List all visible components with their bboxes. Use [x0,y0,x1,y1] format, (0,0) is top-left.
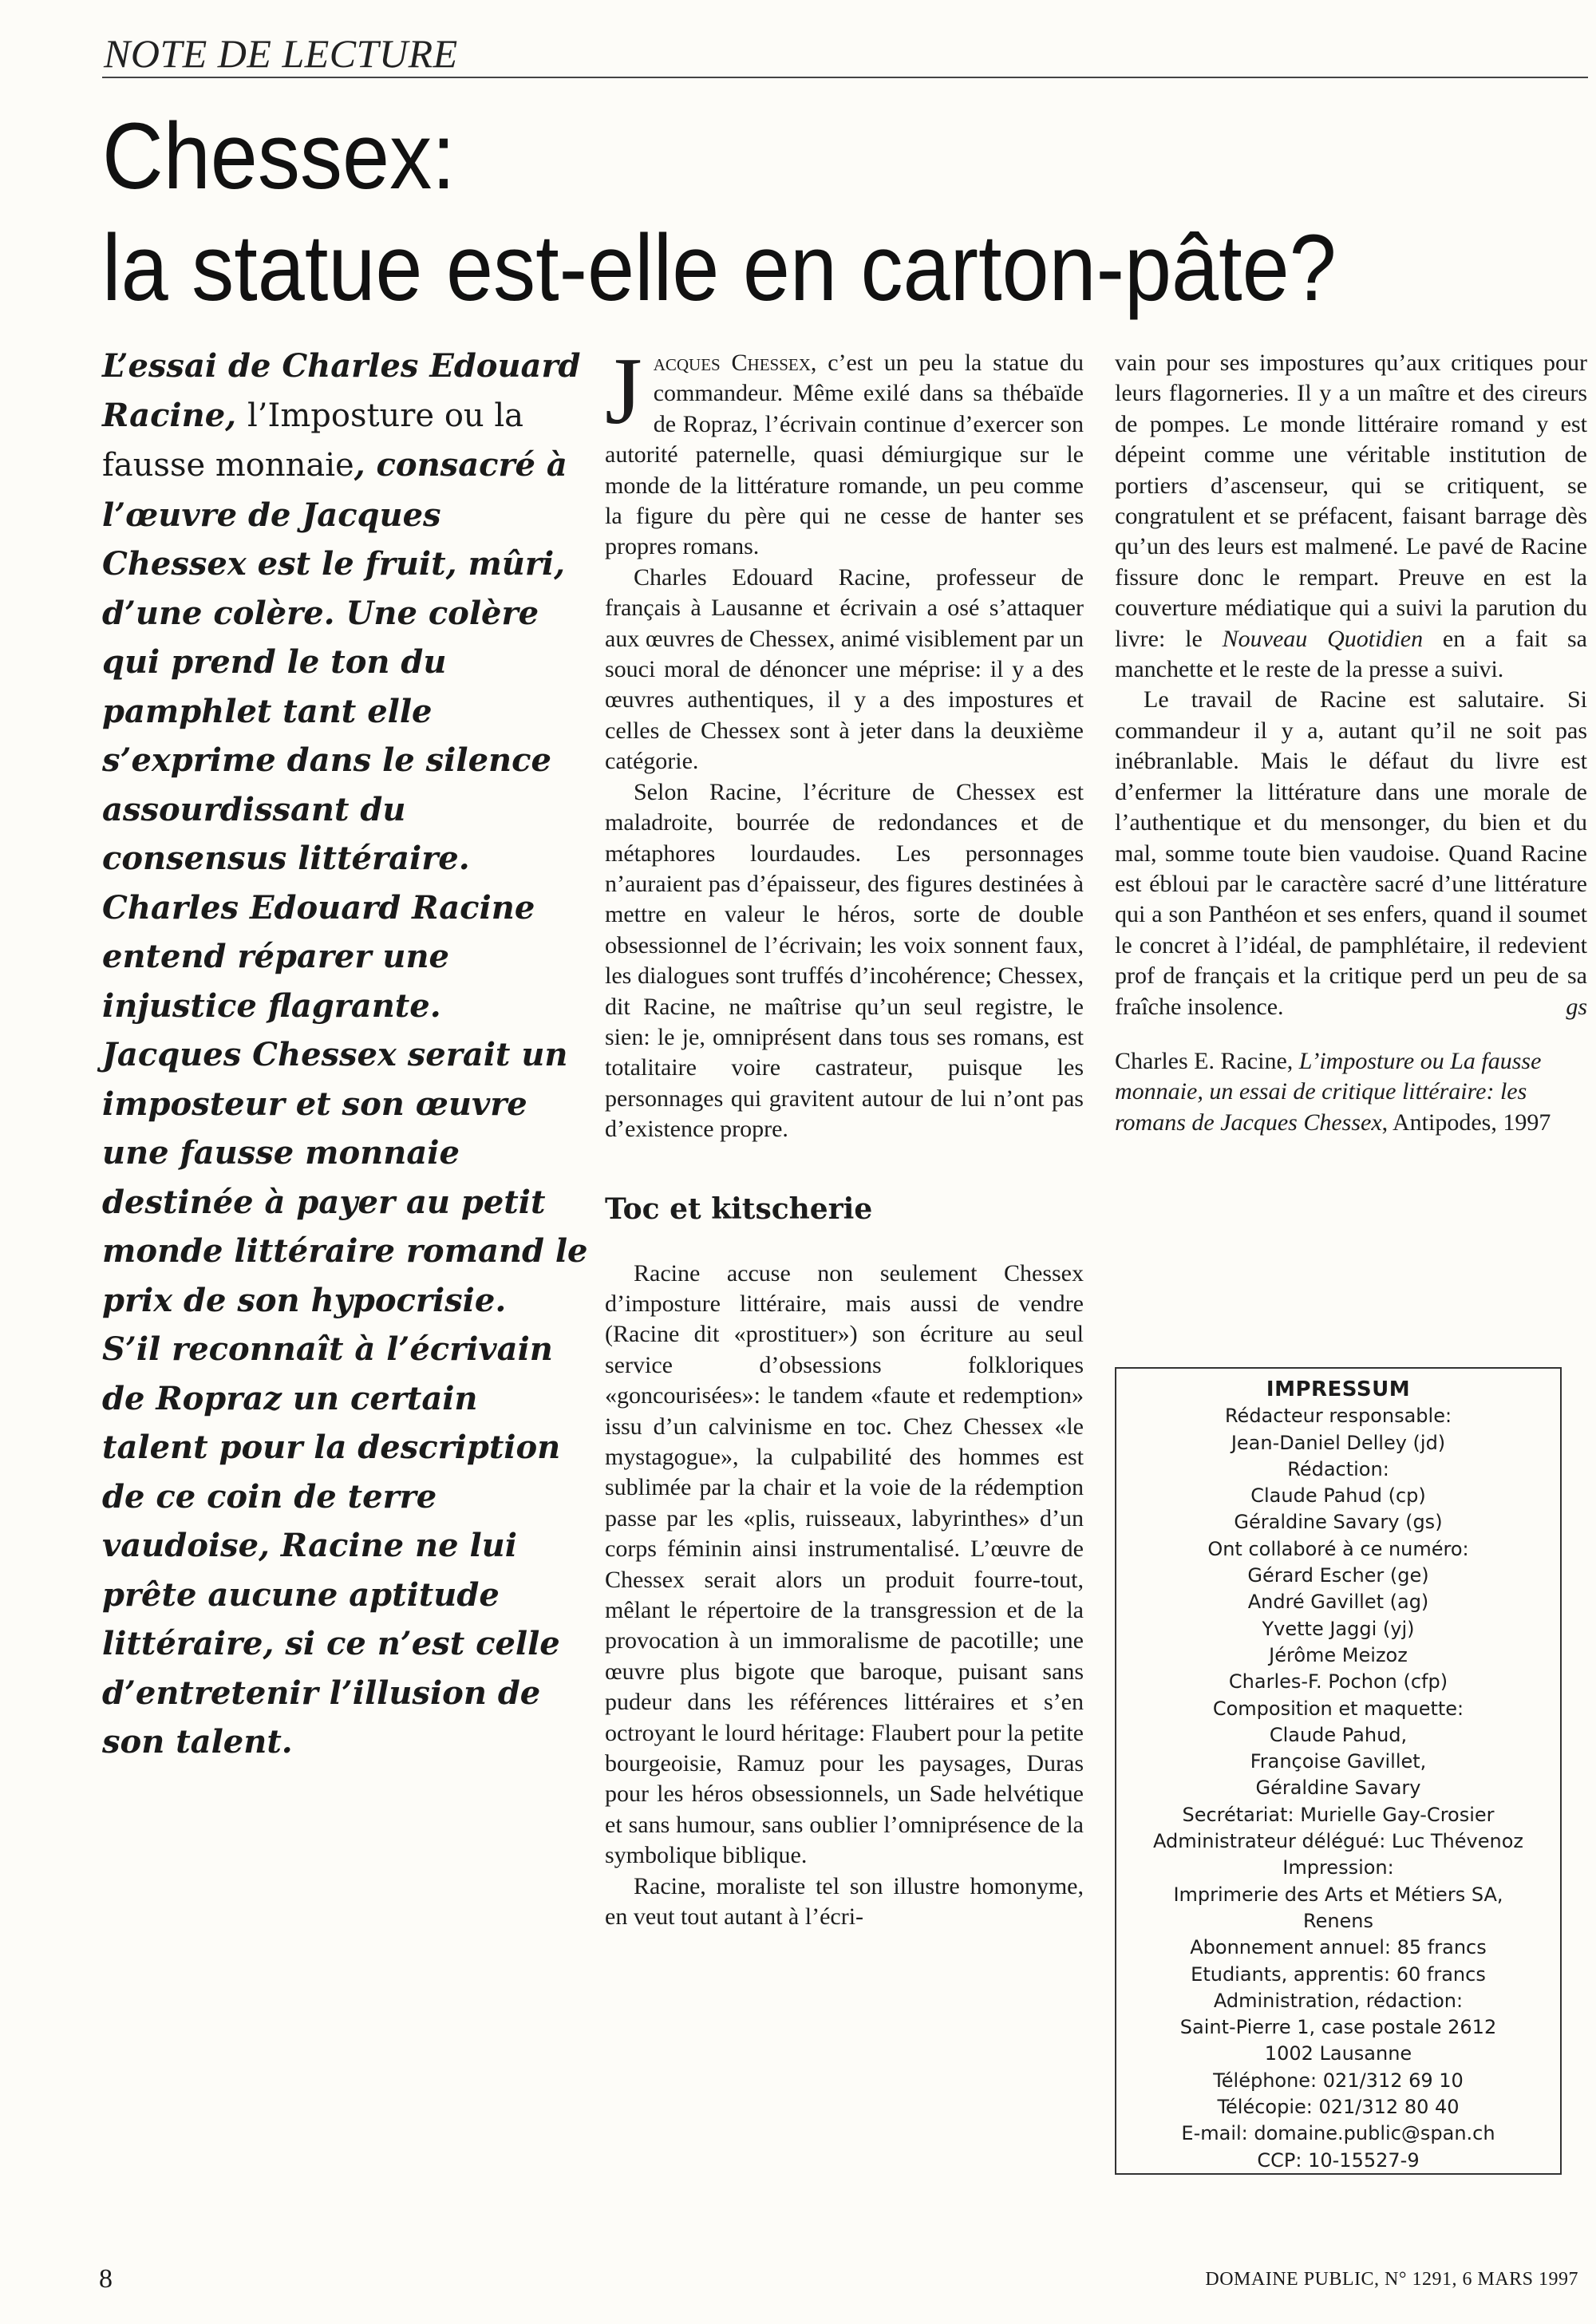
impressum-line: Gérard Escher (ge) [1247,1564,1429,1587]
intro-standfirst [102,342,589,1767]
page-number: 8 [99,2264,113,2294]
body-paragraph-2: Charles Edouard Racine, professeur de français à Lausanne et écrivain a osé s’attaquer aux œuvres de Chessex, animé visiblement par un souci moral de dénoncer une méprise: il y a des œuvres authentiques, il y a des impostures et celles de Chessex sont à jeter dans la deuxième catégorie. [605,563,1084,775]
impressum-line: Administrateur délégué: Luc Thévenoz [1153,1830,1523,1853]
intro-paragraph-3: S’il reconnaît à l’écrivain de Ropraz un certain talent pour la description de ce coin de terre vaudoise, Racine ne lui prête aucune aptitude littéraire, si ce n’est celle d’entretenir l’illusion de son talent. [102,1330,561,1761]
subheading: Toc et kitscherie [605,1192,873,1226]
body-p1-text: , c’est un peu la statue du commandeur. Même exilé dans sa thébaïde de Ropraz, l’écrivain continue d’exercer son autorité paternelle, quasi démiurgique sur le monde de la littérature romande, un peu comme la figure du père qui ne cesse de hanter ses propres romans. [605,350,1084,560]
impressum-line: Administration, rédaction: [1213,1989,1464,2012]
body-paragraph-5-start: Racine, moraliste tel son illustre homonyme, en veut tout autant à l’écri- [605,1872,1084,1931]
impressum-line: André Gavillet (ag) [1247,1591,1429,1614]
impressum-box [1115,1367,1562,2175]
impressum-line: Rédaction: [1287,1457,1389,1480]
biblio-publisher: , Antipodes, 1997 [1381,1109,1551,1136]
body-p5-text-a: vain pour ses impostures qu’aux critiques pour leurs flagorneries. Il y a un maître et des cireurs de pompes. Le monde littéraire romand y est dépeint comme une véritable institution de portiers d’ascenseur, qui se critiquent, se congratulent et se préfacent, faisant barrage dès qu’un des leurs est malmené. Le pavé de Racine fissure donc le rempart. Preuve en est la couverture médiatique qui a suivi la parution du livre: le [1115,350,1587,652]
bibliographic-reference [1115,1046,1587,1138]
impressum-line: Claude Pahud (cp) [1250,1484,1426,1508]
intro-p1-text-b: , consacré à l’œuvre de Jacques Chessex est le fruit, mûri, d’une colère. Une colère qui prend le ton du pamphlet tant elle s’exprime dans le silence assourdissant du consensus littéraire. [102,446,567,877]
lead-in-name: acques Chessex [653,350,811,376]
body-p5-text-b: en a fait sa manchette et le reste de la presse a suivi. [1115,625,1587,683]
article-column-3 [1115,348,1587,1138]
section-kicker: NOTE DE LECTURE [104,31,458,76]
header-rule [102,77,1588,78]
impressum-line: Jérôme Meizoz [1269,1643,1408,1666]
impressum-line: Abonnement annuel: 85 francs [1190,1936,1487,1959]
body-paragraph-3: Selon Racine, l’écriture de Chessex est maladroite, bourrée de redondances et de métaphores lourdaudes. Les personnages n’auraient pas d’épaisseur, des figures destinées à mettre en valeur le héros, sorte de double obsessionnel de l’écrivain; les voix sonnent faux, les dialogues sont truffés d’incohérence; Chessex, dit Racine, ne maîtrise qu’un seul registre, le sien: le je, omniprésent dans tous ses romans, est totalitaire voire castrateur, puisque les personnages qui gravitent autour de lui n’ont pas d’existence propre. [605,778,1084,1143]
impressum-line: Imprimerie des Arts et Métiers SA, [1173,1883,1503,1906]
body-paragraph-5-continued [1115,348,1587,685]
article-column-2 [605,338,1084,1933]
impressum-title: IMPRESSUM [1266,1377,1411,1401]
impressum-line: Yvette Jaggi (yj) [1262,1617,1415,1640]
impressum-line: Géraldine Savary (gs) [1234,1511,1443,1534]
impressum-line: Ont collaboré à ce numéro: [1207,1537,1469,1560]
impressum-line: Claude Pahud, [1269,1723,1408,1746]
body-paragraph-1 [605,338,1084,563]
intro-book-title: l’Imposture ou la fausse monnaie [102,397,524,484]
newspaper-title: Nouveau Quotidien [1222,625,1424,652]
body-paragraph-6 [1115,685,1587,1022]
impressum-line: Saint-Pierre 1, case postale 2612 [1179,2016,1497,2039]
impressum-line: CCP: 10-15527-9 [1257,2148,1420,2172]
intro-p1-text-a: L’essai de Charles Edouard Racine, [102,347,581,434]
impressum-line: Impression: [1282,1856,1394,1879]
impressum-line: Renens [1302,1909,1374,1932]
impressum-line: Rédacteur responsable: [1224,1405,1452,1428]
impressum-line: Secrétariat: Murielle Gay-Crosier [1182,1803,1495,1826]
impressum-line[interactable]: E-mail: domaine.public@span.ch [1181,2122,1495,2145]
body-p6-text: Le travail de Racine est salutaire. Si commandeur il y a, autant qu’il ne soit pas inébranlable. Mais le défaut du livre est d’enfermer la littérature dans une morale de l’authentique et du mensonger, du bien et du mal, somme toute bien vaudoise. Quand Racine est ébloui par le caractère sacré d’une littérature qui a son Panthéon et ses enfers, quand il soumet le concret à l’idéal, de pamphlétaire, il redevient prof de français et la critique perd un peu de sa fraîche insolence. [1115,686,1587,1020]
impressum-line: Composition et maquette: [1212,1697,1464,1720]
article-headline [102,101,1337,324]
biblio-author: Charles E. Racine, [1115,1047,1299,1074]
impressum-line: Jean-Daniel Delley (jd) [1231,1431,1446,1454]
impressum-line: Géraldine Savary [1255,1777,1421,1800]
headline-line-2: la statue est-elle en carton-pâte? [102,215,1337,321]
impressum-line: Charles-F. Pochon (cfp) [1228,1670,1448,1694]
headline-line-1: Chessex: [102,104,456,209]
impressum-line: Téléphone: 021/312 69 10 [1213,2069,1464,2092]
impressum-line: 1002 Lausanne [1264,2042,1412,2065]
impressum-line: Etudiants, apprentis: 60 francs [1191,1962,1486,1986]
author-initials: gs [1566,993,1587,1020]
body-paragraph-4: Racine accuse non seulement Chessex d’imposture littéraire, mais aussi de vendre (Racine dit «prostituer») son écriture au seul service d’obsessions folkloriques «goncourisées»: le tandem «faute et redemption» issu d’un calvinisme en toc. Chez Chessex «le mystagogue», la culpabilité des hommes est sublimée par la chair et la voie de la rédemption passe par les «plis, ruisseaux, labyrinthes» d’un corps féminin ainsi instrumentalisé. L’œuvre de Chessex serait alors un produit fourre-tout, mêlant le répertoire de la transgression et de la provocation à un immoralisme de pacotille; une œuvre plus bigote que baroque, puisant sans pudeur dans les références littéraires et s’en octroyant le lourd héritage: Flaubert pour la petite bourgeoisie, Ramuz pour les paysages, Duras pour les héros obsessionnels, un Sade helvétique et sans humour, sans oublier l’omniprésence de la symbolique biblique. [605,1259,1084,1869]
publication-footer: DOMAINE PUBLIC, N° 1291, 6 MARS 1997 [1205,2269,1578,2290]
intro-paragraph-1 [102,342,589,883]
impressum-line: Télécopie: 021/312 80 40 [1217,2096,1460,2119]
intro-paragraph-2: Charles Edouard Racine entend réparer une injustice flagrante. Jacques Chessex serait un imposteur et son œuvre une fausse monnaie destinée à payer au petit monde littéraire romand le prix de son hypocrisie. [102,888,588,1319]
impressum-line: Françoise Gavillet, [1250,1750,1427,1773]
drop-cap: J [605,338,642,444]
biblio-title: L’imposture ou La fausse monnaie, un essai de critique littéraire: les romans de Jacques Chessex [1115,1047,1542,1136]
